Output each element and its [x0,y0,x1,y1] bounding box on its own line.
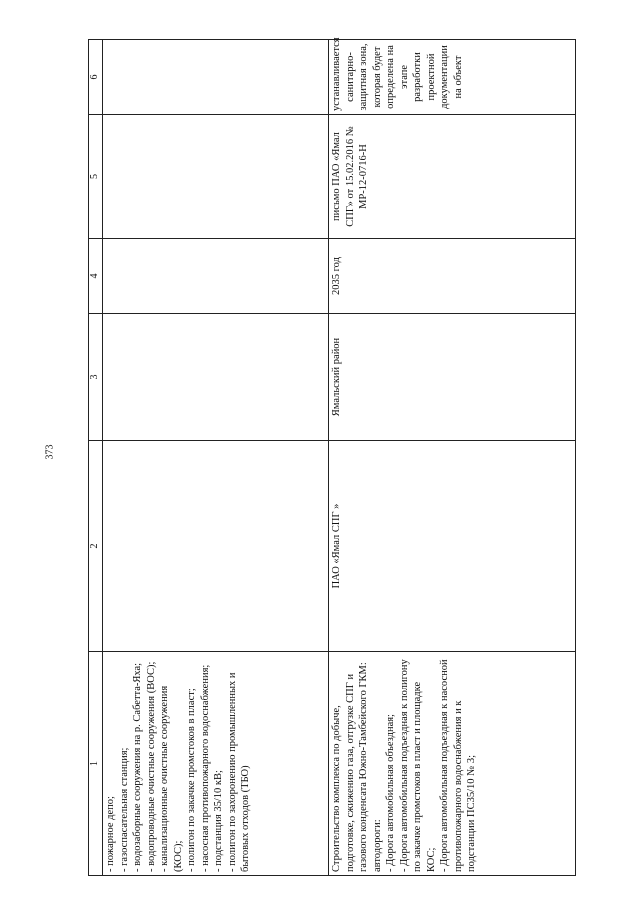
list-item: - полигон по закачке промстоков в пласт; [186,688,197,872]
object-description-cell [329,652,576,876]
header-cell-4: 4 [89,239,103,314]
empty-cell [103,115,329,239]
continuation-cell [103,652,329,876]
basis-document-cell: письмо ПАО «Ямал СПГ» от 15.02.2016 № МР-12-0716-Н [329,115,576,239]
header-cell-5: 5 [89,115,103,239]
empty-cell [103,239,329,314]
object-line: - Дорога автомобильная объездная; [385,714,396,872]
header-row [89,40,103,876]
list-item: - подстанция 35/10 кВ; [213,770,224,872]
header-cell-1: 1 [89,652,103,876]
table-row [329,40,576,876]
empty-cell [103,40,329,115]
page-number: 373 [44,444,56,460]
list-item: - насосная противопожарного водоснабжения; [199,664,211,872]
list-item: - полигон по захоронению промышленных и бытовых отходов (ТБО) [226,672,251,872]
object-line: автодороги: [371,819,383,872]
empty-cell [103,314,329,441]
list-item: - газоспасательная станция; [118,747,130,872]
list-item: - водозаборные сооружения на р. Сабетта-Яха; [132,662,143,872]
note-cell: устанавливается санитарно-защитная зона, которая будет определена на этапе разработки проектной документации на объект [329,40,576,115]
list-item: - канализационные очистные сооружения (КОС); [159,685,184,872]
header-cell-2: 2 [89,441,103,652]
data-table [88,39,576,876]
continuation-row [103,40,329,876]
rotated-table-frame [88,37,576,876]
organization-cell: ПАО «Ямал СПГ » [329,441,576,652]
district-cell: Ямальский район [329,314,576,441]
year-cell: 2035 год [329,239,576,314]
object-title: Строительство комплекса по добыче, подготовке, сжижению газа, отгрузке СПГ и газового конденсата Южно-Тамбейского ГКМ: [331,662,369,872]
header-cell-3: 3 [89,314,103,441]
list-item: - пожарное депо; [105,796,116,872]
header-cell-6: 6 [89,40,103,115]
list-item: - водопроводные очистные сооружения (ВОС); [145,661,157,872]
object-line: - Дорога автомобильная подъездная к полигону по закачке промстоков в пласт и площадке КОС; [398,659,437,872]
empty-cell [103,441,329,652]
object-line: - Дорога автомобильная подъездная к насосной противопожарного водоснабжения и к подстанции ПС35/10 № 3; [439,659,477,872]
